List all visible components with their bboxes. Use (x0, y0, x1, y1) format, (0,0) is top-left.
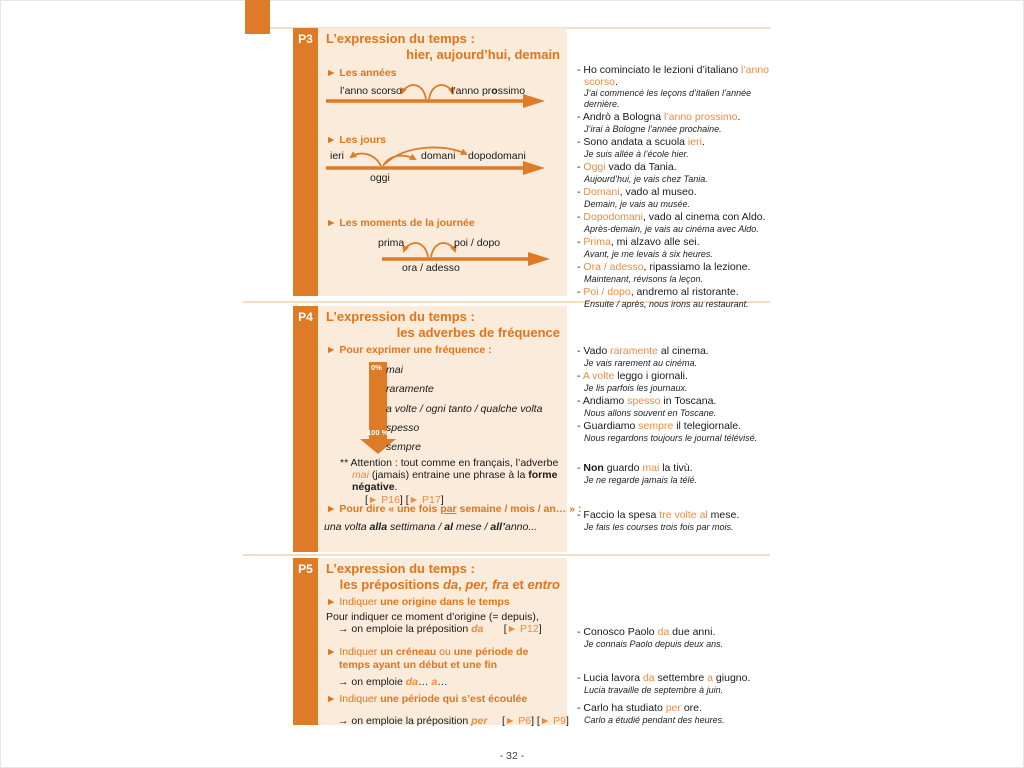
section-divider (243, 554, 770, 556)
scale-100-percent: 100 % (367, 428, 389, 437)
lesson-panel-p3 (318, 28, 567, 296)
timeline-label-prima: prima (378, 237, 405, 249)
example-italian: - Prima, mi alzavo alle sei. (577, 236, 700, 248)
example-italian: - A volte leggo i giornali. (577, 370, 688, 382)
example-italian: - Oggi vado da Tania. (577, 161, 677, 173)
frequency-word: raramente (386, 383, 434, 396)
bullet-moments-journee: ► Les moments de la journée (326, 217, 475, 229)
example-french: Demain, je vais au musée. (584, 198, 691, 209)
example-italian: - Non guardo mai la tivù. (577, 462, 693, 474)
bullet-les-jours: ► Les jours (326, 134, 386, 146)
una-volta-line: una volta alla settimana / al mese / all’anno... (324, 521, 538, 533)
example-italian: - Carlo ha studiato per ore. (577, 702, 702, 714)
example-italian: - Ora / adesso, ripassiamo la lezione. (577, 261, 751, 273)
attention-line: ** Attention : tout comme en français, l’adverbe (340, 457, 559, 469)
example (577, 396, 771, 418)
corner-orange-square (245, 0, 270, 34)
bullet-creneau: ► Indiquer un créneau ou une période de temps ayant un début et une fin (326, 646, 529, 671)
timeline-diagram-days (318, 146, 567, 198)
example (577, 346, 771, 368)
example-french: Maintenant, révisons la leçon. (584, 273, 704, 284)
example (577, 237, 771, 259)
example-french: Avant, je me levais à six heures. (584, 248, 713, 259)
example-italian: - Faccio la spesa tre volte al mese. (577, 509, 740, 521)
section-p4 (293, 306, 771, 552)
attention-line: négative. (352, 481, 398, 494)
section-title: L’expression du temps : (326, 561, 475, 576)
example (577, 703, 771, 725)
example-french: Carlo a étudié pendant des heures. (584, 714, 725, 725)
example-italian: - Lucia lavora da settembre a giugno. (577, 672, 751, 684)
section-subtitle: les prépositions da, per, fra et entro (339, 577, 560, 592)
cross-references: [► P16] [► P17] (365, 493, 444, 506)
frequency-word: mai (386, 364, 403, 376)
example-french: Ensuite / après, nous irons au restaurant. (584, 298, 749, 309)
example-italian: - Dopodomani, vado al cinema con Aldo. (577, 211, 766, 223)
section-tab-p5: P5 (293, 558, 318, 725)
example (577, 627, 771, 649)
timeline-diagram-moments (318, 233, 567, 279)
timeline-label-dopodomani: dopodomani (468, 150, 526, 162)
example (577, 65, 771, 109)
timeline-label-poi-dopo: poi / dopo (454, 237, 501, 249)
section-tab-p3: P3 (293, 28, 318, 296)
example-french: Lucia travaille de septembre à juin. (584, 684, 724, 695)
example-french: Après-demain, je vais au cinéma avec Aldo. (584, 223, 759, 234)
example (577, 212, 771, 234)
section-title: L’expression du temps : (326, 309, 475, 324)
example (577, 112, 771, 134)
timeline-label-ieri: ieri (330, 150, 345, 162)
timeline-label-oggi: oggi (370, 172, 390, 184)
bullet-les-annees: ► Les années (326, 67, 397, 79)
example-italian: - Poi / dopo, andremo al ristorante. (577, 286, 739, 298)
example-italian: - Ho cominciato le lezioni d’italiano l’anno scorso. (577, 64, 770, 88)
section-subtitle: les adverbes de fréquence (396, 325, 560, 340)
timeline-label-ora-adesso: ora / adesso (402, 262, 460, 274)
example-french: J’ai commencé les leçons d’italien l’année dernière. (584, 88, 752, 109)
timeline-label-future: l’anno prossimo (451, 85, 526, 97)
example-french: Je fais les courses trois fois par mois. (584, 521, 734, 532)
example-french: Je suis allée à l’école hier. (584, 148, 689, 159)
example (577, 371, 771, 393)
frequency-word: spesso (386, 421, 420, 434)
section-tab-p4: P4 (293, 306, 318, 552)
frequency-adverbs-list (386, 361, 542, 457)
timeline-diagram-years (318, 80, 567, 114)
example (577, 187, 771, 209)
example-italian: - Andiamo spesso in Toscana. (577, 395, 717, 407)
example-italian: - Guardiamo sempre il telegiornale. (577, 420, 742, 432)
example-italian: - Andrò a Bologna l’anno prossimo. (577, 111, 741, 123)
section-subtitle: hier, aujourd’hui, demain (406, 47, 560, 62)
frequency-word: sempre (386, 441, 422, 454)
example-italian: - Sono andata a scuola ieri. (577, 136, 705, 148)
timeline-label-past: l’anno scorso (340, 85, 402, 97)
example-french: Nous regardons toujours le journal télévisé. (584, 432, 758, 443)
examples-column-p4 (577, 346, 771, 535)
example-french: Nous allons souvent en Toscane. (584, 407, 717, 418)
periode-rule: → on emploie la préposition per [► P6] [► P9] (338, 715, 569, 727)
lesson-panel-p5 (318, 558, 567, 725)
bullet-une-fois-par: ► Pour dire « une fois par semaine / mois / an… » : (326, 503, 582, 515)
example-french: Je connais Paolo depuis deux ans. (584, 638, 724, 649)
example (577, 510, 771, 532)
section-p5 (293, 558, 771, 725)
frequency-word: a volte / ogni tanto / qualche volta (386, 402, 543, 415)
example-french: Je ne regarde jamais la télé. (584, 474, 698, 485)
bullet-periode-ecoulee: ► Indiquer une période qui s’est écoulée (326, 693, 528, 705)
example (577, 262, 771, 284)
section-p3 (293, 28, 771, 309)
attention-note (340, 457, 570, 506)
example (577, 162, 771, 184)
example (577, 421, 771, 443)
timeline-label-domani: domani (421, 150, 456, 162)
example (577, 463, 771, 485)
bullet-frequence: ► Pour exprimer une fréquence : (326, 344, 492, 356)
example (577, 137, 771, 159)
example-french: Je lis parfois les journaux. (584, 382, 688, 393)
examples-column-p5 (577, 627, 771, 728)
examples-column-p3 (577, 65, 771, 312)
bullet-origine: ► Indiquer une origine dans le temps (326, 596, 510, 608)
example-italian: - Conosco Paolo da due anni. (577, 626, 716, 638)
example-french: J’irai à Bologne l’année prochaine. (584, 123, 722, 134)
example-french: Aujourd’hui, je vais chez Tania. (584, 173, 708, 184)
example-french: Je vais rarement au cinéma. (584, 357, 698, 368)
scale-0-percent: 0% (371, 363, 382, 372)
lesson-panel-p4 (318, 306, 582, 552)
attention-line: mai (jamais) entraine une phrase à la forme (352, 469, 558, 482)
page-number: - 32 - (499, 750, 525, 762)
origine-explanation: Pour indiquer ce moment d’origine (= depuis), (326, 611, 539, 623)
origine-rule: → on emploie la préposition da [► P12] (338, 623, 542, 635)
section-title: L’expression du temps : (326, 31, 475, 46)
creneau-rule: → on emploie da… a… (338, 676, 448, 688)
example (577, 673, 771, 695)
example-italian: - Vado raramente al cinema. (577, 345, 709, 357)
example-italian: - Domani, vado al museo. (577, 186, 697, 198)
